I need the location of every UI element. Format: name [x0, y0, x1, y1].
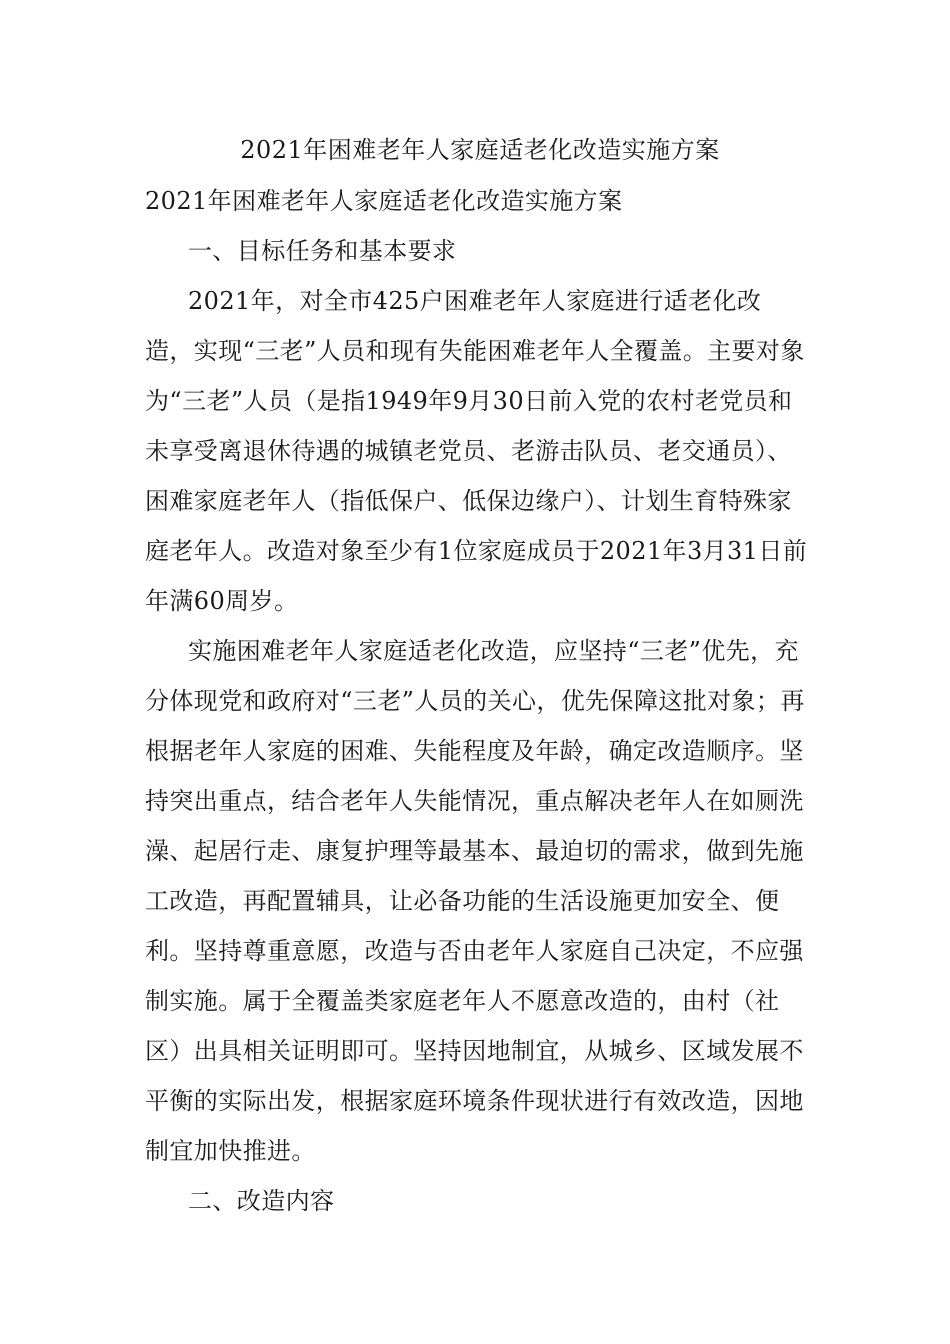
paragraph-targets: 2021年，对全市425户困难老年人家庭进行适老化改造，实现“三老”人员和现有失能困难老年人全覆盖。主要对象为“三老”人员（是指1949年9月30日前入党的农村老党员和未享受离退休待遇的城镇老党员、老游击队员、老交通员）、困难家庭老年人（指低保户、低保边缘户）、计划生育特殊家庭老年人。改造对象至少有1位家庭成员于2021年3月31日前年满60周岁。: [145, 287, 808, 615]
document-body: [145, 176, 810, 1226]
section-heading-goals: 一、目标任务和基本要求: [188, 237, 457, 265]
document-title: 2021年困难老年人家庭适老化改造实施方案: [240, 136, 720, 164]
document-subtitle: 2021年困难老年人家庭适老化改造实施方案: [145, 187, 623, 215]
section-heading-content: 二、改造内容: [188, 1187, 335, 1215]
paragraph-principles: 实施困难老年人家庭适老化改造，应坚持“三老”优先，充分体现党和政府对“三老”人员的关心，优先保障这批对象；再根据老年人家庭的困难、失能程度及年龄，确定改造顺序。坚持突出重点，结合老年人失能情况，重点解决老年人在如厕洗澡、起居行走、康复护理等最基本、最迫切的需求，做到先施工改造，再配置辅具，让必备功能的生活设施更加安全、便利。坚持尊重意愿，改造与否由老年人家庭自己决定，不应强制实施。属于全覆盖类家庭老年人不愿意改造的，由村（社区）出具相关证明即可。坚持因地制宜，从城乡、区域发展不平衡的实际出发，根据家庭环境条件现状进行有效改造，因地制宜加快推进。: [145, 637, 805, 1165]
